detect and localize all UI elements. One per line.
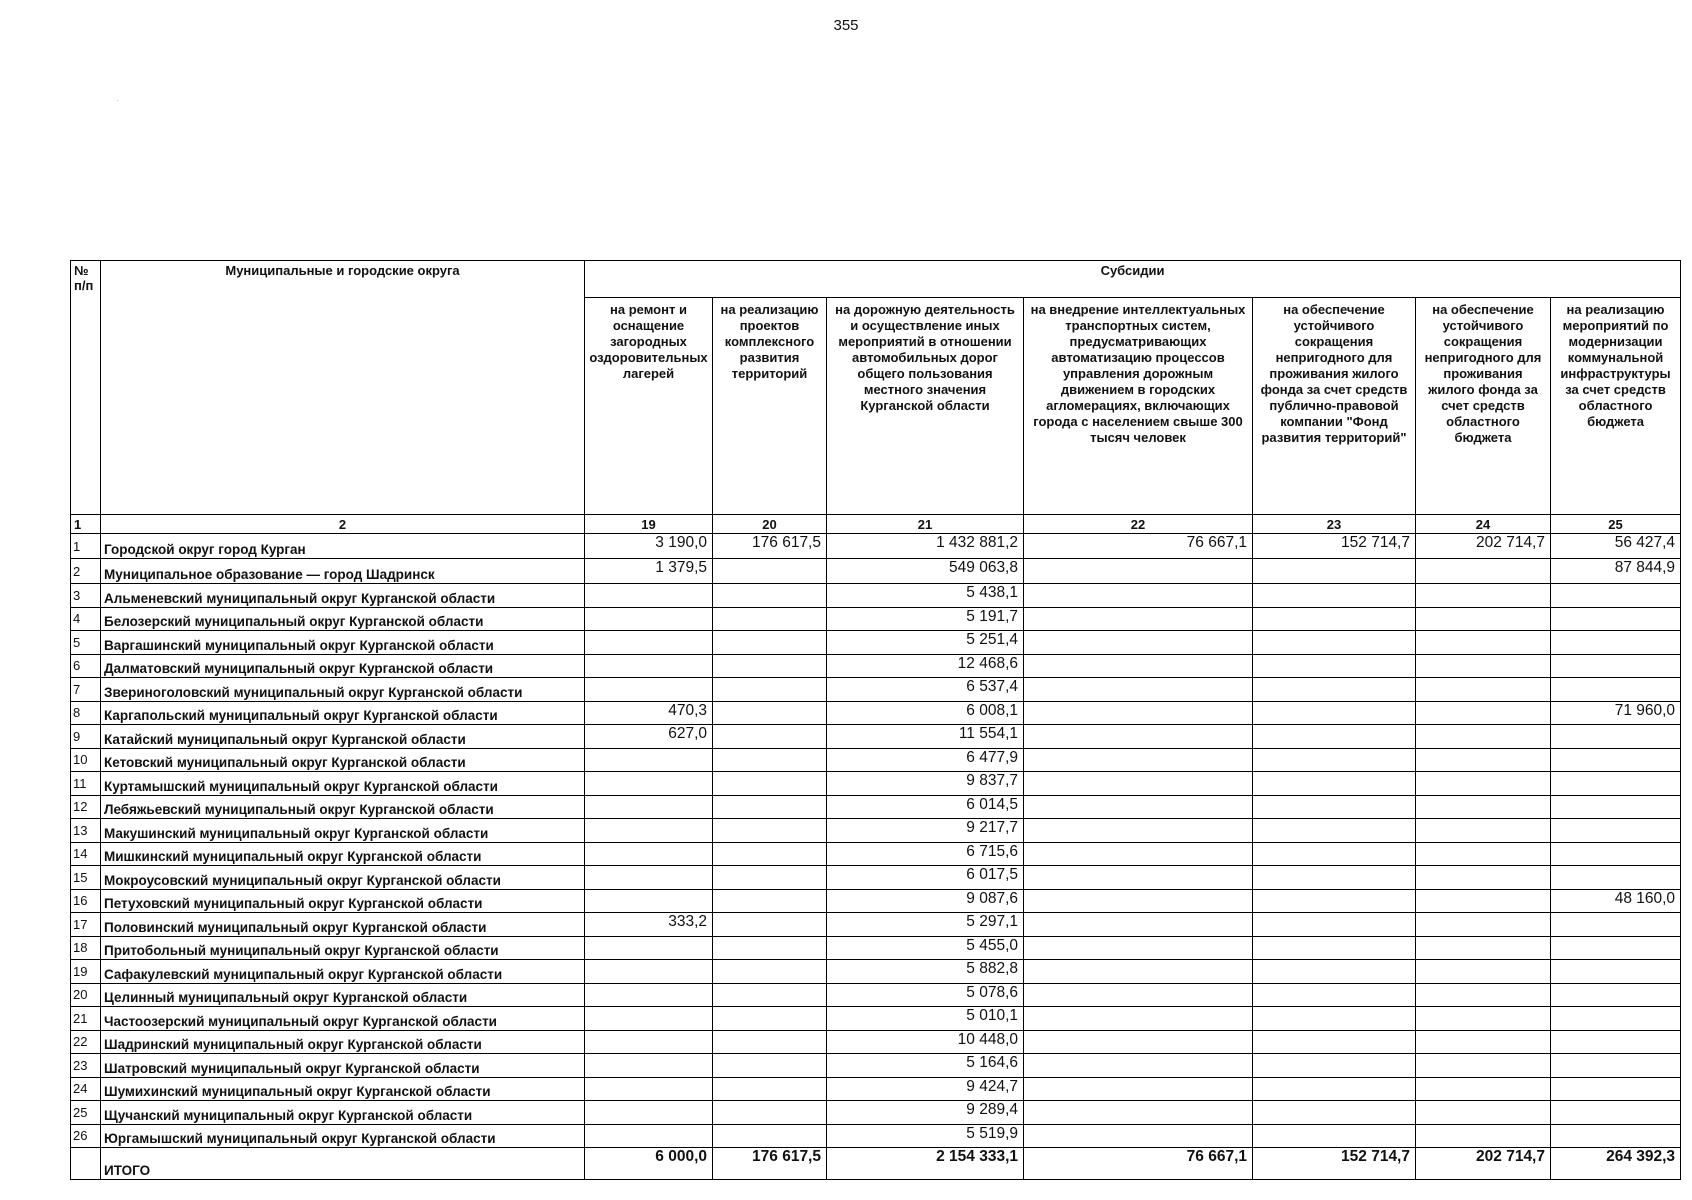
row-value (585, 772, 713, 796)
row-value (1024, 559, 1253, 584)
header-subsidies: Субсидии (585, 261, 1681, 298)
row-value: 56 427,4 (1551, 534, 1681, 559)
row-value (1416, 607, 1551, 631)
row-value: 5 078,6 (827, 983, 1024, 1007)
row-value (1024, 1101, 1253, 1125)
row-index: 15 (71, 866, 101, 890)
row-municipality: Белозерский муниципальный округ Курганской области (101, 607, 585, 631)
table-row (71, 772, 1681, 796)
row-value (1416, 889, 1551, 913)
row-value (713, 654, 827, 678)
row-municipality: Городской округ город Курган (101, 534, 585, 559)
row-index: 19 (71, 960, 101, 984)
header-name: Муниципальные и городские округа (101, 261, 585, 515)
row-value (713, 631, 827, 655)
row-value (1416, 654, 1551, 678)
row-value (1551, 678, 1681, 702)
row-value (713, 678, 827, 702)
row-value (1024, 748, 1253, 772)
row-value (585, 795, 713, 819)
row-municipality: Куртамышский муниципальный округ Курганской области (101, 772, 585, 796)
row-municipality: Щучанский муниципальный округ Курганской области (101, 1101, 585, 1125)
numbering-cell: 22 (1024, 515, 1253, 534)
row-value (713, 819, 827, 843)
row-value (1551, 960, 1681, 984)
row-index: 5 (71, 631, 101, 655)
table-row (71, 701, 1681, 725)
row-value (585, 1077, 713, 1101)
row-value (1253, 1054, 1416, 1078)
row-value (1253, 748, 1416, 772)
row-value: 6 477,9 (827, 748, 1024, 772)
row-value (585, 631, 713, 655)
row-value (1416, 795, 1551, 819)
row-index: 3 (71, 584, 101, 608)
row-value (1551, 631, 1681, 655)
table-row (71, 678, 1681, 702)
scan-speck (117, 100, 118, 101)
row-value (1416, 1054, 1551, 1078)
row-value (585, 1054, 713, 1078)
row-value (1551, 1124, 1681, 1148)
header-col-23: на обеспечение устойчивого сокращения непригодного для проживания жилого фонда за счет средств публично-правовой компании "Фонд развития территорий" (1253, 298, 1416, 515)
row-value (713, 772, 827, 796)
table-row (71, 842, 1681, 866)
row-value (585, 1101, 713, 1125)
row-value (1024, 678, 1253, 702)
row-value (585, 748, 713, 772)
row-value (1416, 631, 1551, 655)
row-index: 18 (71, 936, 101, 960)
total-value: 264 392,3 (1551, 1148, 1681, 1180)
row-municipality: Сафакулевский муниципальный округ Курганской области (101, 960, 585, 984)
row-value (1551, 1007, 1681, 1031)
row-value (1416, 960, 1551, 984)
row-value: 5 519,9 (827, 1124, 1024, 1148)
row-value: 5 191,7 (827, 607, 1024, 631)
header-col-22: на внедрение интеллектуальных транспортных систем, предусматривающих автоматизацию процессов управления дорожным движением в городских агломерациях, включающих города с населением свыше 300 тысяч человек (1024, 298, 1253, 515)
row-index: 2 (71, 559, 101, 584)
row-value (1253, 1077, 1416, 1101)
row-value (585, 889, 713, 913)
row-value (1024, 584, 1253, 608)
row-index: 10 (71, 748, 101, 772)
table-row (71, 1054, 1681, 1078)
row-value (1551, 842, 1681, 866)
row-value (1253, 866, 1416, 890)
row-value: 87 844,9 (1551, 559, 1681, 584)
row-value: 5 438,1 (827, 584, 1024, 608)
row-index: 11 (71, 772, 101, 796)
row-value (1024, 631, 1253, 655)
total-value: 176 617,5 (713, 1148, 827, 1180)
row-value (713, 913, 827, 937)
row-value (585, 960, 713, 984)
row-value (585, 936, 713, 960)
row-value (713, 1054, 827, 1078)
numbering-cell: 24 (1416, 515, 1551, 534)
row-value (1253, 983, 1416, 1007)
row-value: 5 164,6 (827, 1054, 1024, 1078)
row-value (1024, 1030, 1253, 1054)
row-value (1416, 1007, 1551, 1031)
row-value (713, 1007, 827, 1031)
row-value: 12 468,6 (827, 654, 1024, 678)
row-value: 152 714,7 (1253, 534, 1416, 559)
row-value (585, 1124, 713, 1148)
table-row (71, 913, 1681, 937)
table-row (71, 1007, 1681, 1031)
row-value (1253, 1030, 1416, 1054)
row-value (713, 725, 827, 749)
row-value (1551, 748, 1681, 772)
row-index: 1 (71, 534, 101, 559)
row-value (1024, 1077, 1253, 1101)
row-value (1253, 889, 1416, 913)
row-value (1416, 1077, 1551, 1101)
row-value: 5 297,1 (827, 913, 1024, 937)
row-value (1024, 607, 1253, 631)
row-index: 17 (71, 913, 101, 937)
row-value (713, 1124, 827, 1148)
row-value (1416, 842, 1551, 866)
row-value (1253, 1007, 1416, 1031)
subsidy-table (70, 260, 1681, 1180)
row-value (1551, 607, 1681, 631)
row-value (1551, 913, 1681, 937)
table-row (71, 960, 1681, 984)
table-body (71, 534, 1681, 1180)
table-header (71, 261, 1681, 534)
row-value (1416, 1101, 1551, 1125)
row-value: 6 014,5 (827, 795, 1024, 819)
row-value (1253, 819, 1416, 843)
row-value (1416, 866, 1551, 890)
row-municipality: Шадринский муниципальный округ Курганской области (101, 1030, 585, 1054)
table-row (71, 654, 1681, 678)
total-index (71, 1148, 101, 1180)
row-value (1551, 584, 1681, 608)
table-row (71, 889, 1681, 913)
table-row (71, 795, 1681, 819)
row-value (1253, 913, 1416, 937)
row-value (1551, 866, 1681, 890)
numbering-row (71, 515, 1681, 534)
header-col-25: на реализацию мероприятий по модернизации коммунальной инфраструктуры за счет средств областного бюджета (1551, 298, 1681, 515)
row-value (1551, 983, 1681, 1007)
row-value (1416, 1124, 1551, 1148)
row-municipality: Варгашинский муниципальный округ Курганской области (101, 631, 585, 655)
row-value (585, 584, 713, 608)
row-value (713, 1030, 827, 1054)
row-value (1551, 819, 1681, 843)
table-row (71, 819, 1681, 843)
row-municipality: Целинный муниципальный округ Курганской области (101, 983, 585, 1007)
row-value (713, 559, 827, 584)
row-index: 20 (71, 983, 101, 1007)
total-value: 6 000,0 (585, 1148, 713, 1180)
row-index: 12 (71, 795, 101, 819)
header-col-24: на обеспечение устойчивого сокращения непригодного для проживания жилого фонда за счет средств областного бюджета (1416, 298, 1551, 515)
row-index: 16 (71, 889, 101, 913)
numbering-cell: 2 (101, 515, 585, 534)
row-value (585, 983, 713, 1007)
header-col-19: на ремонт и оснащение загородных оздоровительных лагерей (585, 298, 713, 515)
row-value (1551, 1077, 1681, 1101)
row-value: 71 960,0 (1551, 701, 1681, 725)
total-label: ИТОГО (101, 1148, 585, 1180)
row-value (1416, 913, 1551, 937)
row-value (1024, 654, 1253, 678)
row-value (1024, 772, 1253, 796)
row-value: 10 448,0 (827, 1030, 1024, 1054)
row-value (585, 678, 713, 702)
row-index: 9 (71, 725, 101, 749)
row-value: 6 715,6 (827, 842, 1024, 866)
row-value (1024, 1007, 1253, 1031)
row-municipality: Притобольный муниципальный округ Курганской области (101, 936, 585, 960)
row-value (1253, 960, 1416, 984)
row-value (1024, 913, 1253, 937)
row-value: 202 714,7 (1416, 534, 1551, 559)
row-value: 9 837,7 (827, 772, 1024, 796)
row-value (1253, 654, 1416, 678)
row-municipality: Мокроусовский муниципальный округ Курганской области (101, 866, 585, 890)
row-value (1253, 678, 1416, 702)
row-value: 549 063,8 (827, 559, 1024, 584)
table-row (71, 725, 1681, 749)
table-row (71, 1030, 1681, 1054)
row-value (1416, 772, 1551, 796)
table-row (71, 748, 1681, 772)
row-index: 21 (71, 1007, 101, 1031)
row-value (1416, 584, 1551, 608)
table-row (71, 1077, 1681, 1101)
row-value: 48 160,0 (1551, 889, 1681, 913)
row-value (1416, 678, 1551, 702)
row-value: 9 217,7 (827, 819, 1024, 843)
row-municipality: Далматовский муниципальный округ Курганской области (101, 654, 585, 678)
row-value: 627,0 (585, 725, 713, 749)
row-municipality: Звериноголовский муниципальный округ Курганской области (101, 678, 585, 702)
row-value (1416, 819, 1551, 843)
row-municipality: Катайский муниципальный округ Курганской области (101, 725, 585, 749)
total-value: 152 714,7 (1253, 1148, 1416, 1180)
row-value (585, 1030, 713, 1054)
numbering-cell: 21 (827, 515, 1024, 534)
row-value (713, 866, 827, 890)
row-index: 4 (71, 607, 101, 631)
row-value (1253, 701, 1416, 725)
row-value (1416, 983, 1551, 1007)
row-value (1024, 725, 1253, 749)
row-value (1416, 701, 1551, 725)
row-value (585, 842, 713, 866)
row-value: 176 617,5 (713, 534, 827, 559)
table-row (71, 607, 1681, 631)
row-value (713, 889, 827, 913)
row-value (1551, 654, 1681, 678)
row-value (1253, 936, 1416, 960)
numbering-cell: 23 (1253, 515, 1416, 534)
row-value: 470,3 (585, 701, 713, 725)
row-value (713, 748, 827, 772)
row-value: 11 554,1 (827, 725, 1024, 749)
row-value (1024, 889, 1253, 913)
numbering-cell: 20 (713, 515, 827, 534)
row-value (1024, 819, 1253, 843)
row-value (1416, 559, 1551, 584)
row-value (713, 1101, 827, 1125)
row-value (1253, 842, 1416, 866)
row-index: 6 (71, 654, 101, 678)
row-municipality: Шумихинский муниципальный округ Курганской области (101, 1077, 585, 1101)
row-value: 6 008,1 (827, 701, 1024, 725)
table-row (71, 631, 1681, 655)
row-index: 8 (71, 701, 101, 725)
row-municipality: Юргамышский муниципальный округ Курганской области (101, 1124, 585, 1148)
row-index: 14 (71, 842, 101, 866)
row-value (1024, 960, 1253, 984)
row-value: 5 251,4 (827, 631, 1024, 655)
table-row (71, 936, 1681, 960)
row-value (1024, 1124, 1253, 1148)
row-value: 333,2 (585, 913, 713, 937)
row-value: 6 537,4 (827, 678, 1024, 702)
row-value (1416, 936, 1551, 960)
row-index: 13 (71, 819, 101, 843)
numbering-cell: 1 (71, 515, 101, 534)
row-value (585, 1007, 713, 1031)
row-value (713, 960, 827, 984)
table-row (71, 983, 1681, 1007)
row-value: 9 424,7 (827, 1077, 1024, 1101)
row-value: 9 087,6 (827, 889, 1024, 913)
row-value (713, 1077, 827, 1101)
row-value: 76 667,1 (1024, 534, 1253, 559)
row-index: 7 (71, 678, 101, 702)
row-value (1253, 584, 1416, 608)
row-value: 6 017,5 (827, 866, 1024, 890)
row-value (1551, 1101, 1681, 1125)
row-value: 3 190,0 (585, 534, 713, 559)
row-index: 26 (71, 1124, 101, 1148)
row-value (1416, 748, 1551, 772)
numbering-cell: 19 (585, 515, 713, 534)
row-value (1551, 1054, 1681, 1078)
row-value (585, 819, 713, 843)
header-col-20: на реализацию проектов комплексного развития территорий (713, 298, 827, 515)
row-index: 25 (71, 1101, 101, 1125)
table-row (71, 866, 1681, 890)
row-value: 5 455,0 (827, 936, 1024, 960)
table-row (71, 584, 1681, 608)
row-value (713, 701, 827, 725)
row-value (713, 607, 827, 631)
row-municipality: Шатровский муниципальный округ Курганской области (101, 1054, 585, 1078)
row-index: 22 (71, 1030, 101, 1054)
row-value (1253, 1101, 1416, 1125)
row-value (1024, 795, 1253, 819)
total-value: 202 714,7 (1416, 1148, 1551, 1180)
row-value (713, 842, 827, 866)
row-value (1253, 725, 1416, 749)
table-row (71, 1101, 1681, 1125)
row-value (585, 607, 713, 631)
row-value (585, 654, 713, 678)
row-value (1551, 772, 1681, 796)
row-municipality: Кетовский муниципальный округ Курганской области (101, 748, 585, 772)
header-col-21: на дорожную деятельность и осуществление иных мероприятий в отношении автомобильных дорог общего пользования местного значения Курганской области (827, 298, 1024, 515)
row-value (713, 795, 827, 819)
row-municipality: Муниципальное образование — город Шадринск (101, 559, 585, 584)
row-value (1551, 795, 1681, 819)
numbering-cell: 25 (1551, 515, 1681, 534)
row-value (1551, 725, 1681, 749)
row-value (585, 866, 713, 890)
row-value (1551, 1030, 1681, 1054)
page-number: 355 (833, 17, 859, 34)
row-value (1253, 772, 1416, 796)
header-num: № п/п (71, 261, 101, 515)
row-index: 23 (71, 1054, 101, 1078)
row-value (713, 936, 827, 960)
row-value (1416, 725, 1551, 749)
row-value (1024, 866, 1253, 890)
row-index: 24 (71, 1077, 101, 1101)
row-municipality: Частоозерский муниципальный округ Курганской области (101, 1007, 585, 1031)
row-value (1253, 1124, 1416, 1148)
row-value (1253, 795, 1416, 819)
row-value (1253, 559, 1416, 584)
row-municipality: Петуховский муниципальный округ Курганской области (101, 889, 585, 913)
row-municipality: Половинский муниципальный округ Курганской области (101, 913, 585, 937)
row-value: 9 289,4 (827, 1101, 1024, 1125)
row-value (1024, 936, 1253, 960)
table-row (71, 534, 1681, 559)
row-value: 5 010,1 (827, 1007, 1024, 1031)
row-value (1024, 983, 1253, 1007)
row-municipality: Каргапольский муниципальный округ Курганской области (101, 701, 585, 725)
row-municipality: Макушинский муниципальный округ Курганской области (101, 819, 585, 843)
table-row (71, 559, 1681, 584)
row-value (713, 983, 827, 1007)
row-municipality: Мишкинский муниципальный округ Курганской области (101, 842, 585, 866)
total-value: 76 667,1 (1024, 1148, 1253, 1180)
total-value: 2 154 333,1 (827, 1148, 1024, 1180)
row-municipality: Альменевский муниципальный округ Курганской области (101, 584, 585, 608)
row-value (1253, 631, 1416, 655)
row-value (1024, 842, 1253, 866)
row-value (1551, 936, 1681, 960)
row-value: 1 432 881,2 (827, 534, 1024, 559)
row-value (1024, 701, 1253, 725)
table-row (71, 1124, 1681, 1148)
row-value: 5 882,8 (827, 960, 1024, 984)
row-value (1024, 1054, 1253, 1078)
row-value: 1 379,5 (585, 559, 713, 584)
row-municipality: Лебяжьевский муниципальный округ Курганской области (101, 795, 585, 819)
row-value (1253, 607, 1416, 631)
row-value (713, 584, 827, 608)
row-value (1416, 1030, 1551, 1054)
total-row (71, 1148, 1681, 1180)
